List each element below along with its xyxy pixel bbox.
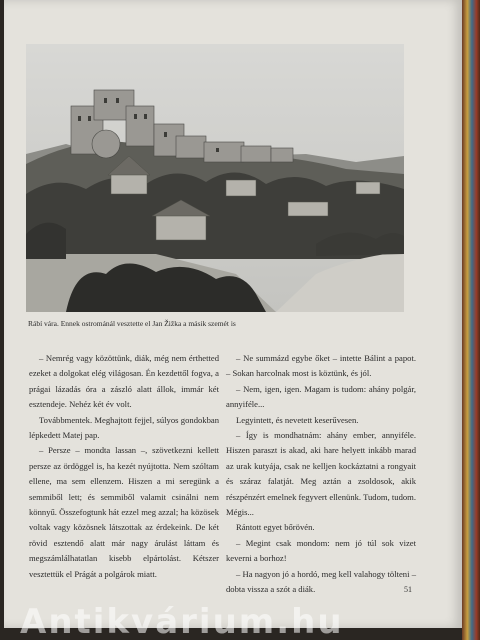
text-column-right (226, 351, 416, 598)
book-page (4, 0, 462, 628)
paragraph: – Nem, igen, igen. Magam is tudom: ahány polgár, annyiféle... (226, 383, 416, 410)
paragraph: – Nemrég vagy közöttünk, diák, még nem érthetted ezeket a dolgokat elég világosan. Én kezdettől fogva, a prágai lázadás óra a zászló alatt állok, immár két esztendeje. Nehéz két év volt. (29, 353, 219, 410)
watermark-text: Antikvárium.hu (20, 604, 344, 640)
paragraph: Rántott egyet bőrövén. (236, 522, 315, 533)
text-column-left (29, 351, 219, 582)
castle-photograph (26, 44, 404, 312)
photo-caption: Rábí vára. Ennek ostrománál vesztette el Jan Žižka a másik szemét is (28, 319, 236, 328)
paragraph: – Megint csak mondom: nem jó túl sok vizet keverni a borhoz! (226, 537, 416, 564)
paragraph: Legyintett, és nevetett keserűvesen. (236, 414, 359, 425)
adjacent-book-spine (462, 0, 480, 640)
paragraph: – Így is mondhatnám: ahány ember, annyiféle. Hiszen paraszt is akad, aki hare helyett inkább marad az urak kutyája, csak ne kelljen kockáztatni a rongyait és száraz falatját. Meg aztán a zsoldosok, akik részpénzért emelnek fegyvert ellenünk. Tudom, tudom. Mégis... (226, 430, 416, 518)
castle-landscape-illustration (26, 44, 404, 312)
paragraph: Továbbmentek. Meghajtott fejjel, súlyos gondokban lépkedett Matej pap. (29, 414, 219, 441)
page-number: 51 (404, 585, 412, 594)
paragraph: – Ha nagyon jó a hordó, meg kell valahogy tölteni – dobta vissza a szót a diák. (226, 568, 416, 595)
paragraph: – Persze – mondta lassan –, szövetkezni kellett persze az ördöggel is, ha kezét nyújtotta. Nem szóltam ellene, ma sem ellenzem. Hiszen a mi seregünk a semmiből lett; és semmiből valamit csinálni nem könnyű. Összefogtunk hát ezzel meg azzal; ha közösek voltak vagy közösnek látszottak az érdekeink. De két rövid esztendő alatt már nagy árulást láttam és megszámlálhatatlan kisebb elpártolást. Kétszer vesztettük el Prágát a polgárok miatt. (29, 445, 219, 579)
paragraph: – Ne summázd egybe őket – intette Bálint a papot. – Sokan harcolnak most is köztünk, és jól. (226, 353, 416, 379)
